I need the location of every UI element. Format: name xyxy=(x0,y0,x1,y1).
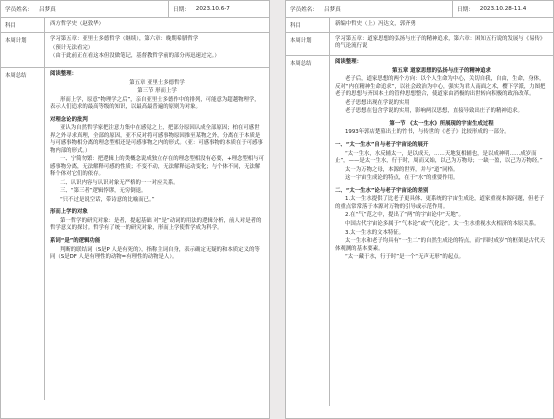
summary-line: 第三节 形而上学 xyxy=(137,88,177,95)
summary-line: 第一节 《太一生水》所展现的宇宙生成过程 xyxy=(389,120,494,127)
summary-line: 第五章 亚里士多德哲学 xyxy=(129,79,185,86)
plan-label: 本周计划 xyxy=(286,33,330,55)
date-value: 2023.10.28-11.4 xyxy=(479,6,527,12)
plan-row xyxy=(286,33,553,56)
summary-line: 判断的联结词（S是P 人是有死的），指称主词自身，表示确定无疑的和本质定义的等同（S是DF 人是有理性的动物=有理性的动物是人）。 xyxy=(50,246,260,260)
date-cell xyxy=(452,1,553,17)
date-label: 日期： xyxy=(457,7,474,13)
plan-content xyxy=(45,33,269,67)
date-value: 2023.10.6-7 xyxy=(195,6,230,12)
subject-label: 科目 xyxy=(1,18,45,32)
plan-line: （预计无法看完） xyxy=(50,44,94,51)
summary-line: 二、“太一生水”论与老子宇宙论的差别 xyxy=(335,187,429,194)
student-label: 学员姓名： xyxy=(5,7,33,13)
summary-line: “太一藏于水，行于时”是一个“无声无形”的起点。 xyxy=(345,254,464,261)
summary-row xyxy=(1,68,269,400)
summary-line: 1993年郭店楚墓出土的竹书，与传世的《老子》比较形成的一部分。 xyxy=(345,129,510,136)
summary-line: 一、“太一生水”自与老子宇宙论的展开 xyxy=(335,141,429,148)
student-label: 学员姓名： xyxy=(290,7,318,13)
summary-line: 对理念论的批判 xyxy=(50,116,88,123)
summary-line: 2.在“气”范之中，提出了“两”的宇宙论中“天地”。 xyxy=(345,212,464,219)
summary-line: 二、认识内容与认识对象无严格的一一对应关系。 xyxy=(60,179,179,186)
date-cell xyxy=(168,1,269,17)
subject-value: 西方哲学史（赵敦华） xyxy=(50,21,104,27)
subject-label: 科目 xyxy=(286,18,330,32)
summary-line: 老子思想出现在学说的实用 xyxy=(345,99,410,106)
plan-label: 本周计划 xyxy=(1,33,45,67)
summary-line: “太一生水，水反辅太一，是以成天，……天地复相辅也，是以成神明……成岁而止”，——是太一生水，行于时，周而又始，以己为万物母；一缺一盈，以己为万物经。” xyxy=(335,150,543,164)
summary-line: 阅读整理： xyxy=(335,59,362,65)
page-gutter xyxy=(270,0,285,419)
summary-line: 这一宇宙生成论的特点，在于“水”的重要作用。 xyxy=(345,175,459,182)
summary-line: 太一生水和老子均具有“一生二”的自然生成论的特点，而“四时成岁”的框架是古代天体观测的基本要素。 xyxy=(335,238,545,252)
date-label: 日期： xyxy=(173,7,190,13)
summary-line: 三、“第三者”逻辑悖谬，无穷倒退。 xyxy=(60,188,147,195)
summary-line: 一、宁简勿繁：把逻辑上的类概念说成独立存在的理念型相没有必要，+理念型相与可感事物分离，无法解释可感的性质；不变不动，无法解释运动变化；与个体不同，无法解释个体对它们的依存。 xyxy=(50,156,264,177)
plan-line: 学习第五章：亚里士多德哲学（继续），第六章：晚期希腊哲学 xyxy=(50,36,199,42)
left-page xyxy=(0,0,270,419)
plan-content xyxy=(330,33,553,55)
right-page xyxy=(285,0,554,419)
summary-line: 形而上学，原意“物理学之后”，亲自亚里士多德作中的排列，可能意为超越物理学，表示人们追求的最高等级的知识，以最高最普遍的原则为对象。 xyxy=(50,96,260,111)
summary-row xyxy=(286,56,553,406)
header-row xyxy=(1,1,269,18)
student-name: 吕梦真 xyxy=(38,7,56,13)
subject-value: 新编中哲史（上）冯达文，郭齐勇 xyxy=(335,21,416,27)
summary-content xyxy=(330,56,553,406)
summary-label: 本周总结 xyxy=(286,56,330,406)
summary-line: 第一哲学的研究对象：是者，提起基础 对“是”动词的用法的逻辑分析，前人对是者的哲学意义的探讨。哲学有了统一的研究对象，形而上学使哲学成为科学。 xyxy=(50,217,262,232)
header-row xyxy=(286,1,553,18)
summary-content xyxy=(45,68,269,400)
plan-line: 学习第五章：道家思想的弘扬与庄子的精神追求，第六章：困知五行说的发展与《易传》的气论流行说 xyxy=(335,36,546,50)
plan-row xyxy=(1,33,269,68)
summary-line: 系词“是”的逻辑功能 xyxy=(50,237,101,244)
summary-line: 太一为万物之母，本源的世界，并与“道”同格。 xyxy=(345,166,459,173)
subject-row xyxy=(1,18,269,33)
summary-line: 形而上学的对象 xyxy=(50,209,88,216)
summary-line: 老子思想在包含学说的实用，影响两汉思想，直接导致出庄子的精神追求。 xyxy=(345,108,523,115)
summary-line: 老子后，道家思想的两个方向：以个人生命为中心，关切自我，自由，生命，身体，反对“内在精神生命追求”，以社会政治为中心，强实为君人南面之术，樱下学派，力图把老子的思想与齐国本土的管仲思想整合，使道家由消极的出世转向积极的政治改革。 xyxy=(335,76,546,97)
summary-line: 1.太一生水提供了比老子更具体、更系统的宇宙生成论，道家重视本源问题，但老子的重点常常落于本源对万物的引导或示范作用。 xyxy=(335,196,545,210)
student-cell xyxy=(1,1,168,17)
student-name: 吕梦真 xyxy=(323,7,341,13)
summary-line: 3.太一生水的文本特征。 xyxy=(345,229,405,236)
student-cell xyxy=(286,1,452,17)
summary-line: “只不过是说空话，带诗意的比喻而已。” xyxy=(60,196,155,203)
summary-label: 本周总结 xyxy=(1,68,45,400)
subject-row xyxy=(286,18,553,33)
plan-line: （由于此前正在看这本但没做笔记，基督教哲学前的部分再迅速过完。） xyxy=(50,53,220,60)
summary-line: 第五章 道家思想的弘扬与庄子的精神追求 xyxy=(392,67,491,74)
summary-line: 亚认为自然哲学家把注意力集中在感觉之上，把部分原因认成全部原因；柏在可感世界之外寻求真理，全部的原因，亚不反对将可感事物原因推至某物之外，分离在于本质是与可感事物相分离的理念型相还是可感事物之内的形式。（亚：可感事物的本质在于可感事物内部的形式。） xyxy=(50,125,263,154)
summary-line: 阅读整理： xyxy=(50,71,77,77)
summary-line: 中国古代宇宙论多属于“气本论”或“气化论”。太一生水重视水火相济的本原关系。 xyxy=(345,220,540,227)
